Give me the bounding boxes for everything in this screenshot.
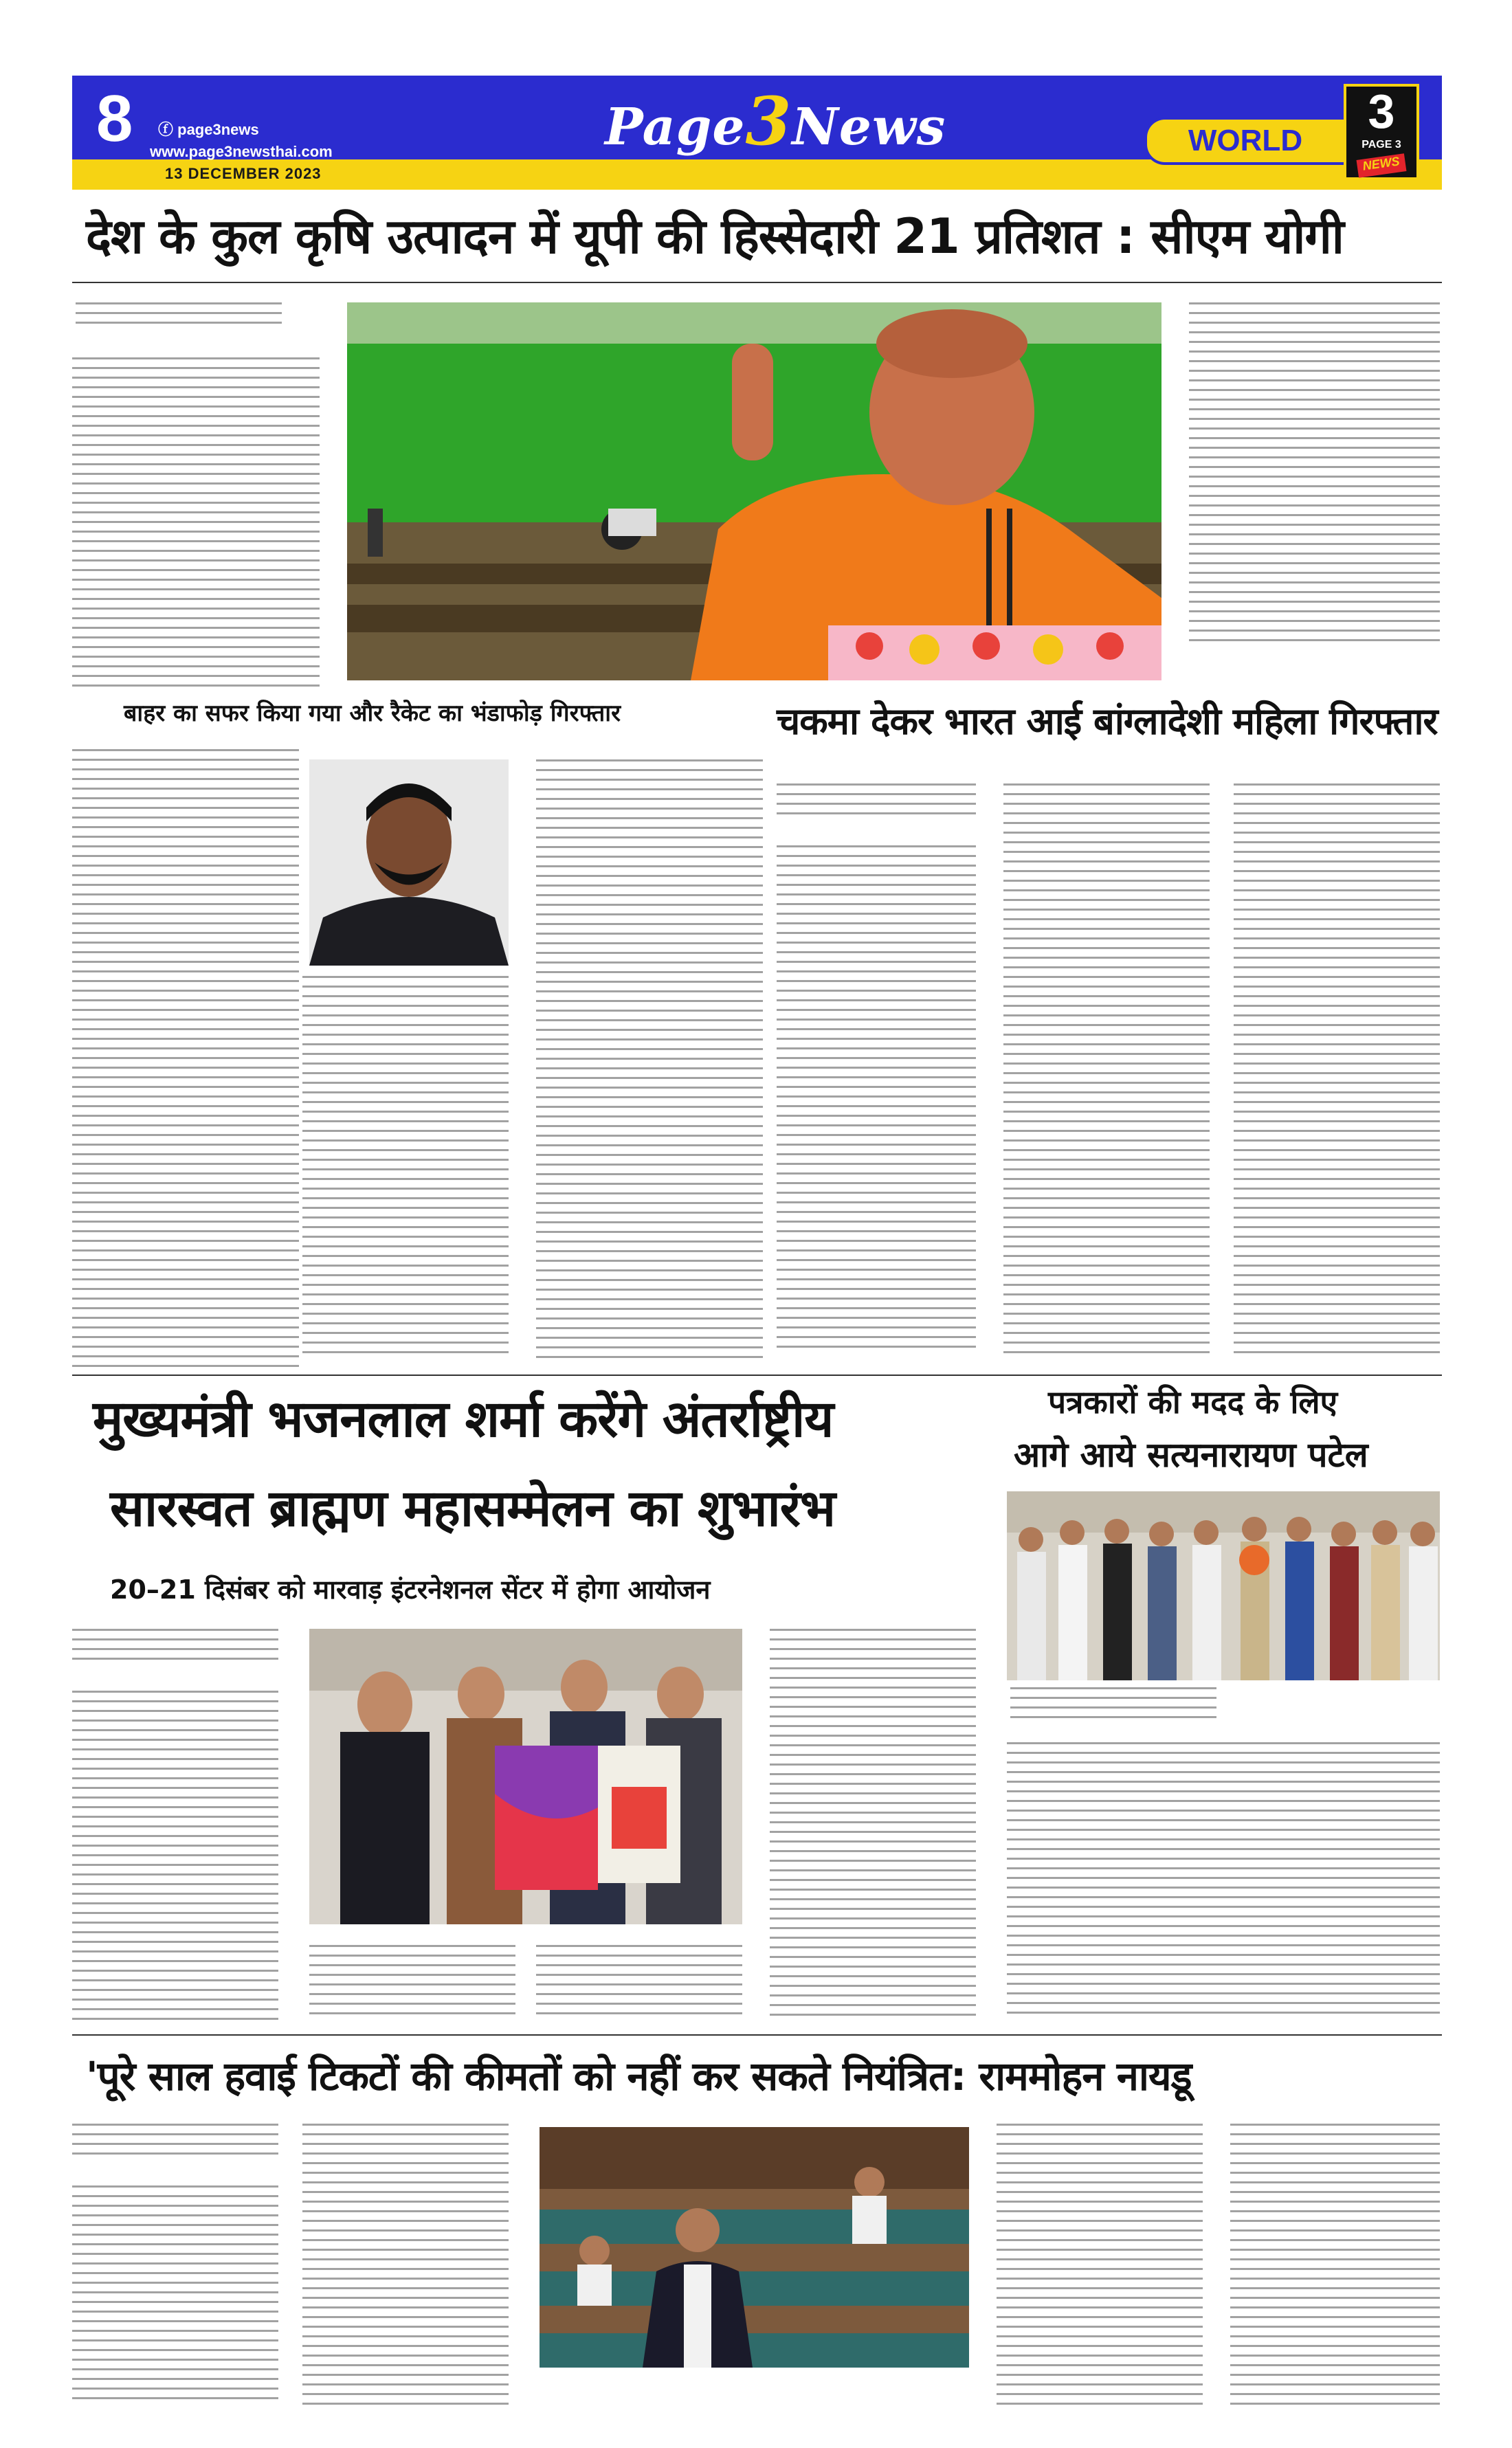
parliament-photo — [540, 2127, 969, 2368]
journalists-photo — [1007, 1491, 1440, 1680]
lead-photo — [347, 302, 1161, 680]
lead-headline[interactable]: देश के कुल कृषि उत्पादन में यूपी की हिस्सेदारी 21 प्रतिशत : सीएम योगी — [86, 208, 1344, 265]
journalists-body — [1007, 1742, 1440, 2017]
page-number: 8 — [96, 82, 133, 155]
site-handle: ⓕ page3news — [158, 121, 259, 138]
lead-byline — [76, 302, 323, 344]
airfare-headline[interactable]: 'पूरे साल हवाई टिकटों की कीमतों को नहीं कर सकते नियंत्रित: राममोहन नायडू — [86, 2053, 1192, 2100]
journalists-byline — [1010, 1687, 1216, 1718]
airfare-body-col-4 — [1230, 2124, 1440, 2405]
arrest-body-col-3 — [536, 759, 763, 1364]
bhajanlal-headline-line-1[interactable]: मुख्यमंत्री भजनलाल शर्मा करेंगे अंतर्राष्ट्रीय — [93, 1390, 834, 1449]
bangladeshi-body-col-3 — [1234, 783, 1440, 1354]
divider — [72, 282, 1442, 283]
brand-logo: Page3News — [605, 82, 946, 160]
group-photo — [1007, 1491, 1440, 1680]
corner-logo-news: NEWS — [1357, 153, 1407, 177]
journalists-headline-line-1[interactable]: पत्रकारों की मदद के लिए — [1048, 1383, 1338, 1421]
bhajanlal-subhead: 20–21 दिसंबर को मारवाड़ इंटरनेशनल सेंटर में होगा आयोजन — [110, 1574, 711, 1605]
arrest-photo — [309, 759, 509, 966]
divider — [72, 2034, 1442, 2036]
portrait-photo — [309, 759, 509, 966]
bangladeshi-body-col-1 — [777, 845, 976, 1354]
site-url[interactable]: www.page3newsthai.com — [150, 143, 333, 160]
farm-rally-photo — [347, 302, 1161, 680]
journalists-headline-line-2[interactable]: आगे आये सत्यनारायण पटेल — [1014, 1435, 1368, 1475]
arrest-headline[interactable]: बाहर का सफर किया गया और रैकेट का भंडाफोड़ गिरफ्तार — [124, 700, 621, 727]
bhajanlal-body-col-4 — [770, 1629, 976, 2021]
airfare-byline — [72, 2124, 278, 2161]
bhajanlal-photo — [309, 1629, 742, 1924]
bhajanlal-body-col-3 — [536, 1945, 742, 2021]
bhajanlal-body-col-2 — [309, 1945, 515, 2021]
bangladeshi-headline[interactable]: चकमा देकर भारत आई बांग्लादेशी महिला गिरफ्तार — [777, 700, 1438, 743]
lead-body-col-2 — [1189, 302, 1440, 646]
social-icon: ⓕ — [158, 121, 178, 138]
bhajanlal-body-col-1 — [72, 1691, 278, 2021]
bangladeshi-body-col-2 — [1003, 783, 1210, 1354]
airfare-photo — [540, 2127, 969, 2368]
issue-date: 13 DECEMBER 2023 — [165, 165, 322, 182]
bhajanlal-headline-line-2[interactable]: सारस्वत ब्राह्मण महासम्मेलन का शुभारंभ — [110, 1479, 835, 1538]
airfare-body-col-2 — [302, 2124, 509, 2405]
airfare-body-col-1 — [72, 2185, 278, 2405]
lead-body-col-1 — [72, 357, 320, 687]
bangladeshi-byline — [777, 783, 976, 818]
arrest-body-col-1 — [72, 749, 299, 1368]
section-tag: WORLD — [1144, 117, 1344, 165]
arrest-body-col-2 — [302, 976, 509, 1361]
poster-release-photo — [309, 1629, 742, 1924]
bhajanlal-byline — [72, 1629, 278, 1667]
corner-logo-label: PAGE 3 — [1361, 139, 1401, 151]
corner-logo-number: 3 — [1368, 85, 1395, 138]
divider — [72, 1375, 1442, 1376]
airfare-body-col-3 — [997, 2124, 1203, 2405]
